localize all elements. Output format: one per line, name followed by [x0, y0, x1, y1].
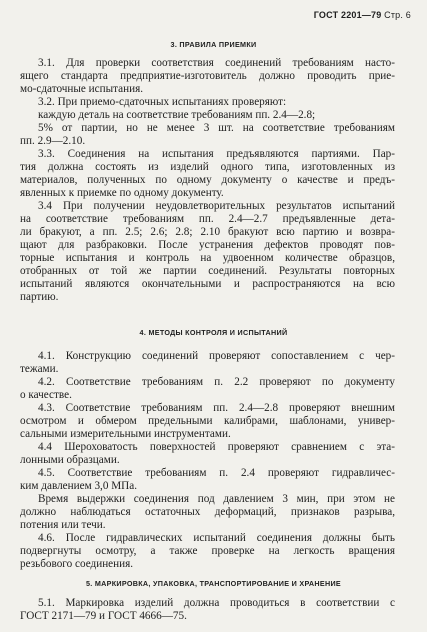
standard-number: ГОСТ 2201—79 [313, 10, 382, 20]
text-line: пп. 2.9—2.10. [20, 135, 86, 147]
text-line: щают для разбраковки. После устранения дефектов проводят пов- [20, 239, 395, 251]
text-line: тия должна состоять из изделий одного типа, изготовленных из [20, 161, 395, 173]
text-line: 4.2. Соответствие требованиям п. 2.2 проверяют по документу [38, 376, 395, 388]
text-line: Время выдержки соединения под давлением 3 мин, при этом не [38, 493, 395, 505]
text-line: материалов, полученных по одному документу о качестве и предъ- [20, 174, 395, 186]
text-line: осмотром и обмером предельными калибрами, шаблонами, универ- [20, 415, 395, 427]
text-line: 4.3. Соответствие требованиям пп. 2.4—2.8 проверяют внешним [38, 402, 395, 414]
page-header [314, 10, 411, 20]
section-3-title: 3. ПРАВИЛА ПРИЕМКИ [170, 40, 257, 49]
text-line: потения или течи. [20, 519, 106, 531]
text-line: должно наблюдаться остаточных деформаций, признаков разрыва, [20, 506, 395, 518]
text-line: ким давлением 3,0 МПа. [20, 480, 138, 492]
text-line: ли бракуют, а пп. 2.5; 2.6; 2.8; 2.10 бракуют всю партию и возвра- [20, 226, 395, 238]
text-line: 3.1. Для проверки соответствия соединений требованиям насто- [38, 57, 395, 69]
text-line: каждую деталь на соответствие требованиям пп. 2.4—2.8; [38, 109, 316, 121]
text-line: ГОСТ 2171—79 и ГОСТ 4666—75. [20, 610, 187, 622]
text-line: 5% от партии, но не менее 3 шт. на соответствие требованиям [38, 122, 395, 134]
text-line: явленных к приемке по одному документу. [20, 187, 224, 199]
text-line: о качестве. [20, 389, 72, 401]
section-4-title: 4. МЕТОДЫ КОНТРОЛЯ И ИСПЫТАНИЙ [139, 328, 288, 337]
text-line: торные испытания и контроль на удвоенном количестве образцов, [20, 252, 395, 264]
text-line: отобранных от той же партии соединений. Результаты повторных [20, 265, 395, 277]
text-line: 4.6. После гидравлических испытаний соединения должны быть [38, 532, 395, 544]
text-line: тежами. [20, 363, 59, 375]
text-line: ящего стандарта предприятие-изготовитель должно проводить прие- [20, 70, 395, 82]
text-line: испытаний являются окончательными и распространяются на всю [20, 278, 395, 290]
text-line: 3.3. Соединения на испытания предъявляются партиями. Пар- [38, 148, 395, 160]
page-number: Стр. 6 [384, 10, 411, 20]
text-line: партию. [20, 291, 59, 303]
text-line: мо-сдаточные испытания. [20, 83, 144, 95]
text-line: 3.4 При получении неудовлетворительных результатов испытаний [38, 200, 395, 212]
text-line: 4.4 Шероховатость поверхностей проверяют сравнением с эта- [38, 441, 395, 453]
section-5-title: 5. МАРКИРОВКА, УПАКОВКА, ТРАНСПОРТИРОВАНИЕ И ХРАНЕНИЕ [85, 579, 342, 588]
text-line: резьбового соединения. [20, 558, 134, 570]
text-line: 4.5. Соответствие требованиям п. 2.4 проверяют гидравличес- [38, 467, 395, 479]
text-line: лонными образцами. [20, 454, 120, 466]
text-line: 5.1. Маркировка изделий должна проводиться в соответствии с [38, 597, 395, 609]
text-line: подвергнуты осмотру, а также проверке на легкость вращения [20, 545, 395, 557]
text-line: 3.2. При приемо-сдаточных испытаниях проверяют: [38, 96, 287, 108]
text-line: на соответствие требованиям пп. 2.4—2.7 предъявленные дета- [20, 213, 395, 225]
text-line: 4.1. Конструкцию соединений проверяют сопоставлением с чер- [38, 350, 395, 362]
text-line: сальными измерительными инструментами. [20, 428, 231, 440]
